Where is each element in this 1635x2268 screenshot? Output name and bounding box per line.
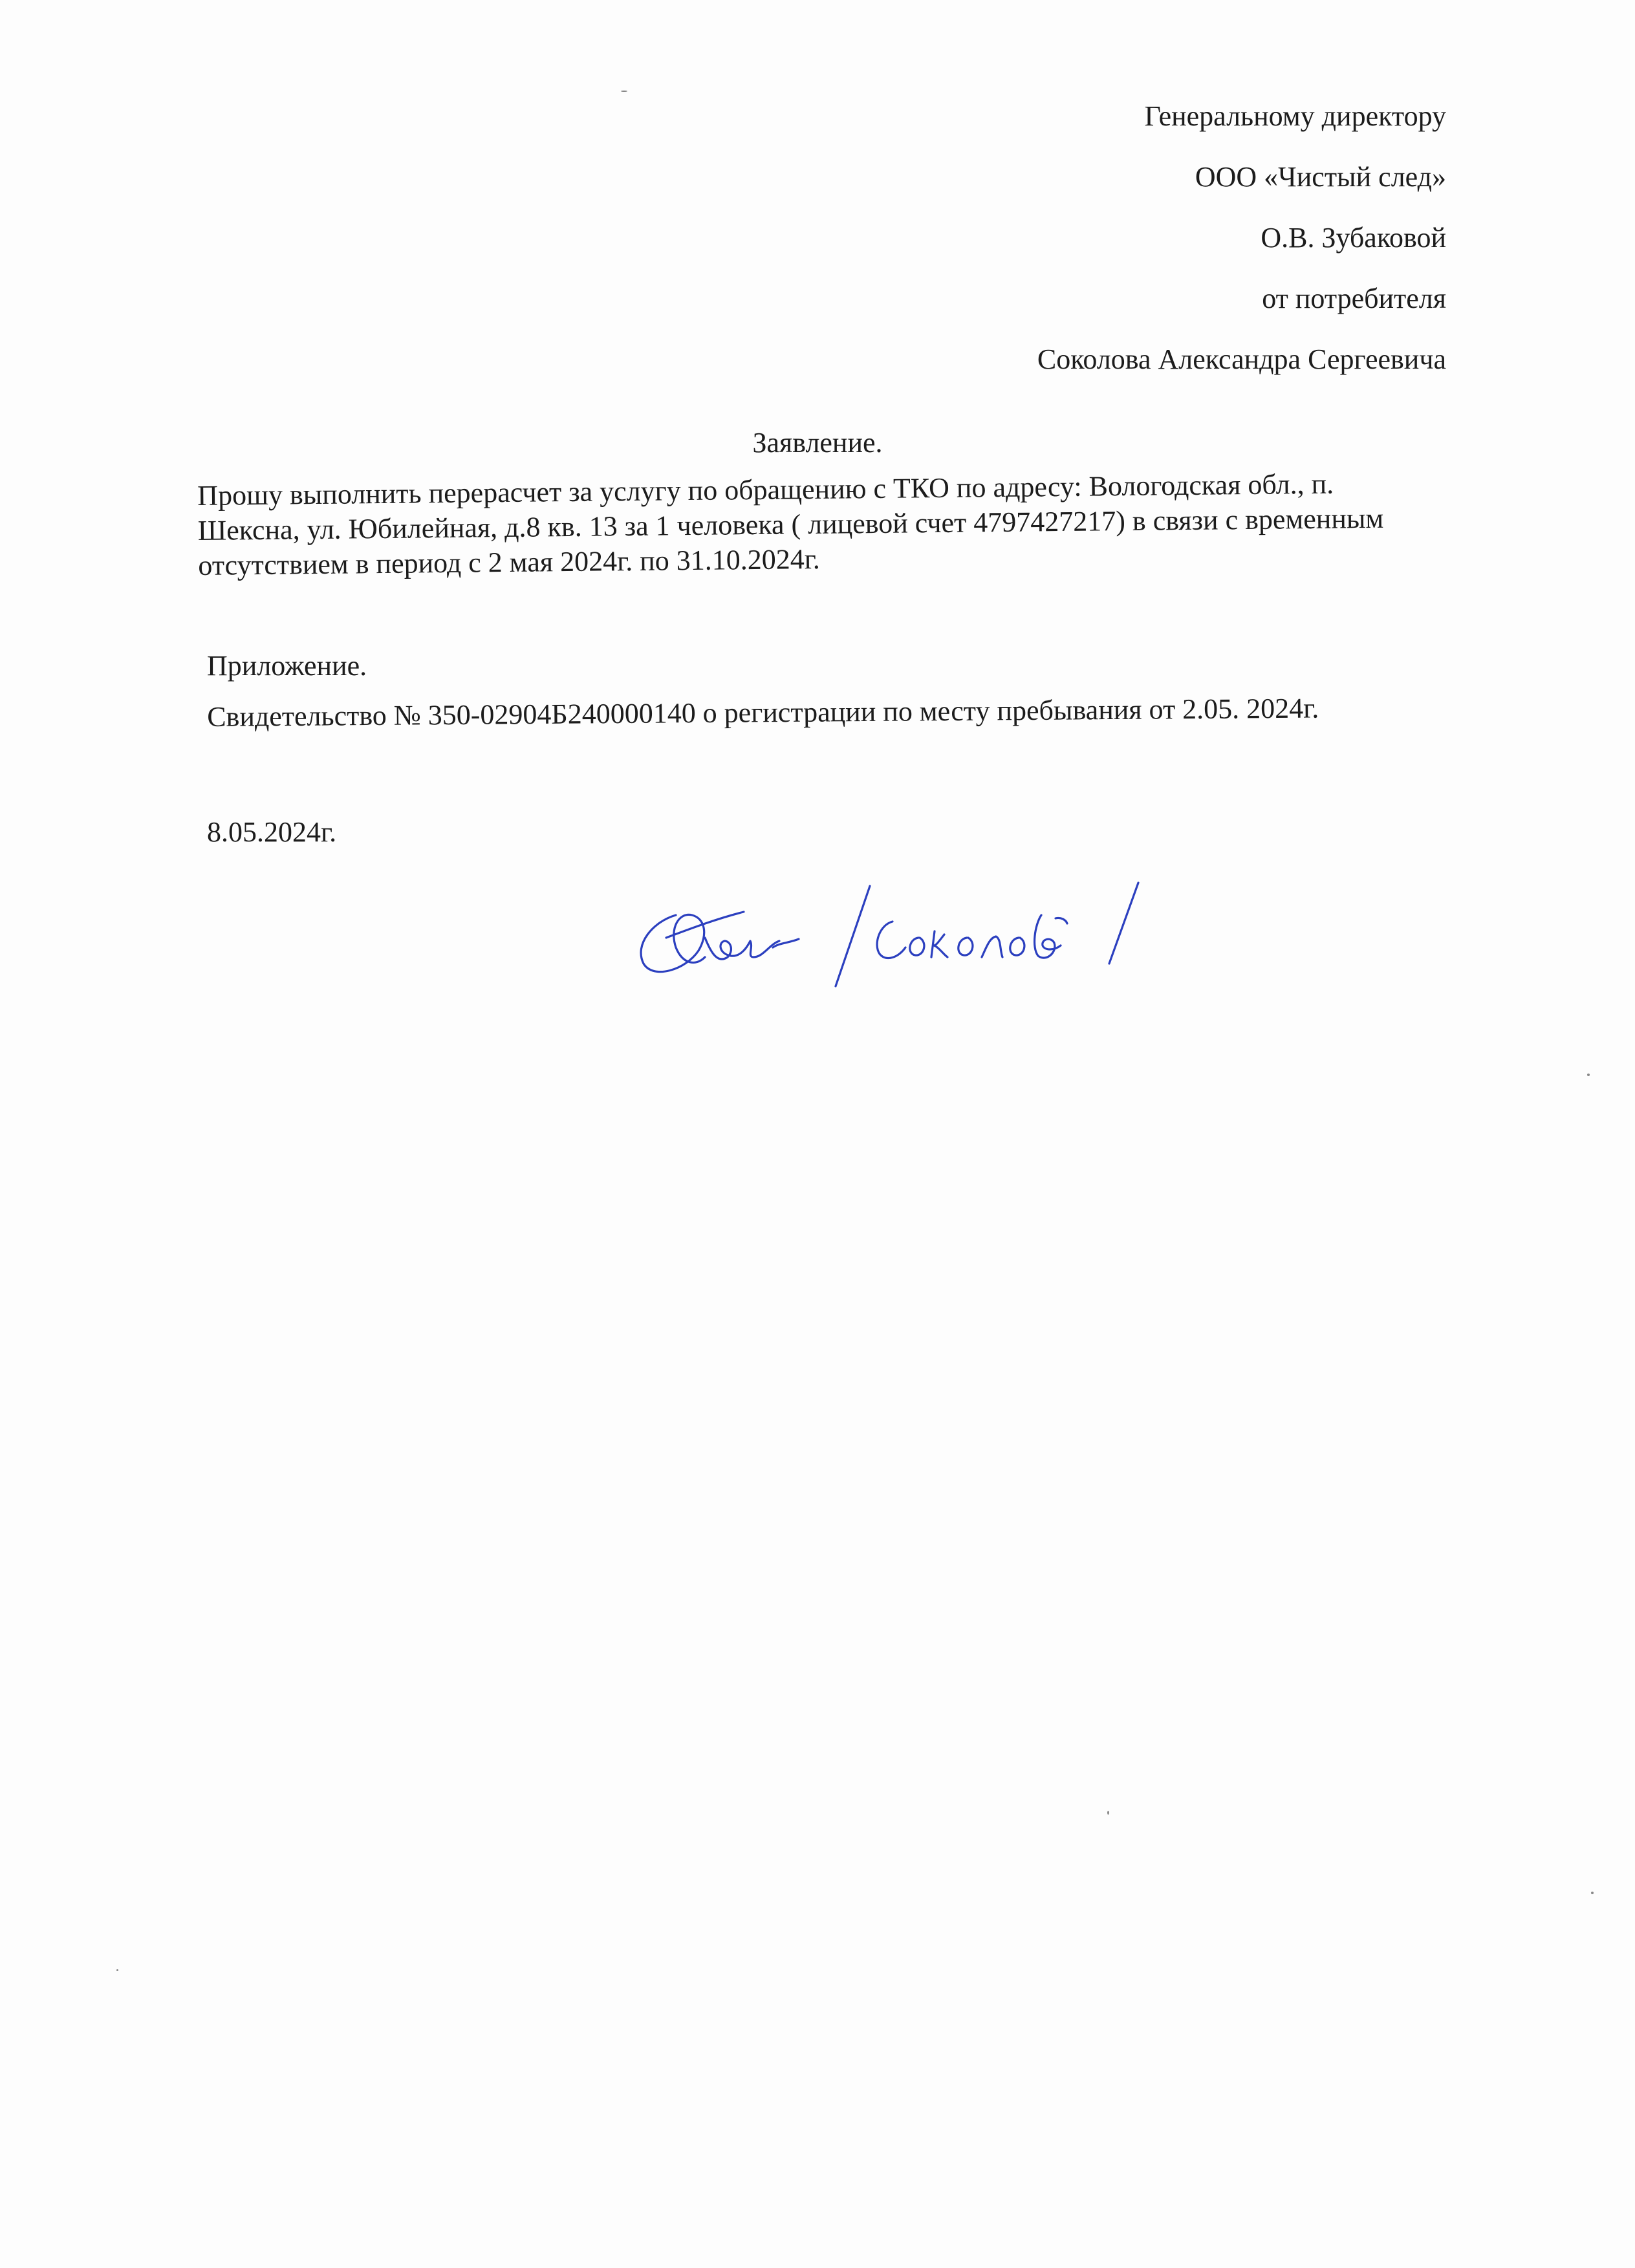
handwritten-signature (614, 867, 1184, 996)
document-date: 8.05.2024г. (207, 816, 337, 848)
sender-name: Соколова Александра Сергеевича (1037, 343, 1446, 375)
sender-label: от потребителя (1262, 283, 1446, 314)
addressee-company: ООО «Чистый след» (1195, 161, 1446, 193)
appendix-text: Свидетельство № 350-02904Б240000140 о регистрации по месту пребывания от 2.05. 2024г. (207, 692, 1319, 733)
scan-speck (621, 91, 627, 92)
appendix-label: Приложение. (207, 650, 367, 682)
document-body (197, 466, 1440, 616)
request-paragraph: Прошу выполнить перерасчет за услугу по обращению с ТКО по адресу: Вологодская обл., п. Шексна, ул. Юбилейная, д.8 кв. 13 за 1 человека ( лицевой счет 4797427217) в связи с временным отсутствием в период с 2 мая 2024г. по 31.10.2024г. (197, 468, 1384, 581)
scan-speck (116, 1969, 118, 1971)
addressee-name: О.В. Зубаковой (1261, 222, 1446, 254)
addressee-block (1037, 100, 1446, 404)
scan-speck (1587, 1074, 1590, 1076)
scan-speck (1107, 1811, 1109, 1815)
scan-speck (1591, 1892, 1594, 1894)
document-title: Заявление. (752, 427, 883, 459)
addressee-position: Генеральному директору (1144, 100, 1446, 132)
